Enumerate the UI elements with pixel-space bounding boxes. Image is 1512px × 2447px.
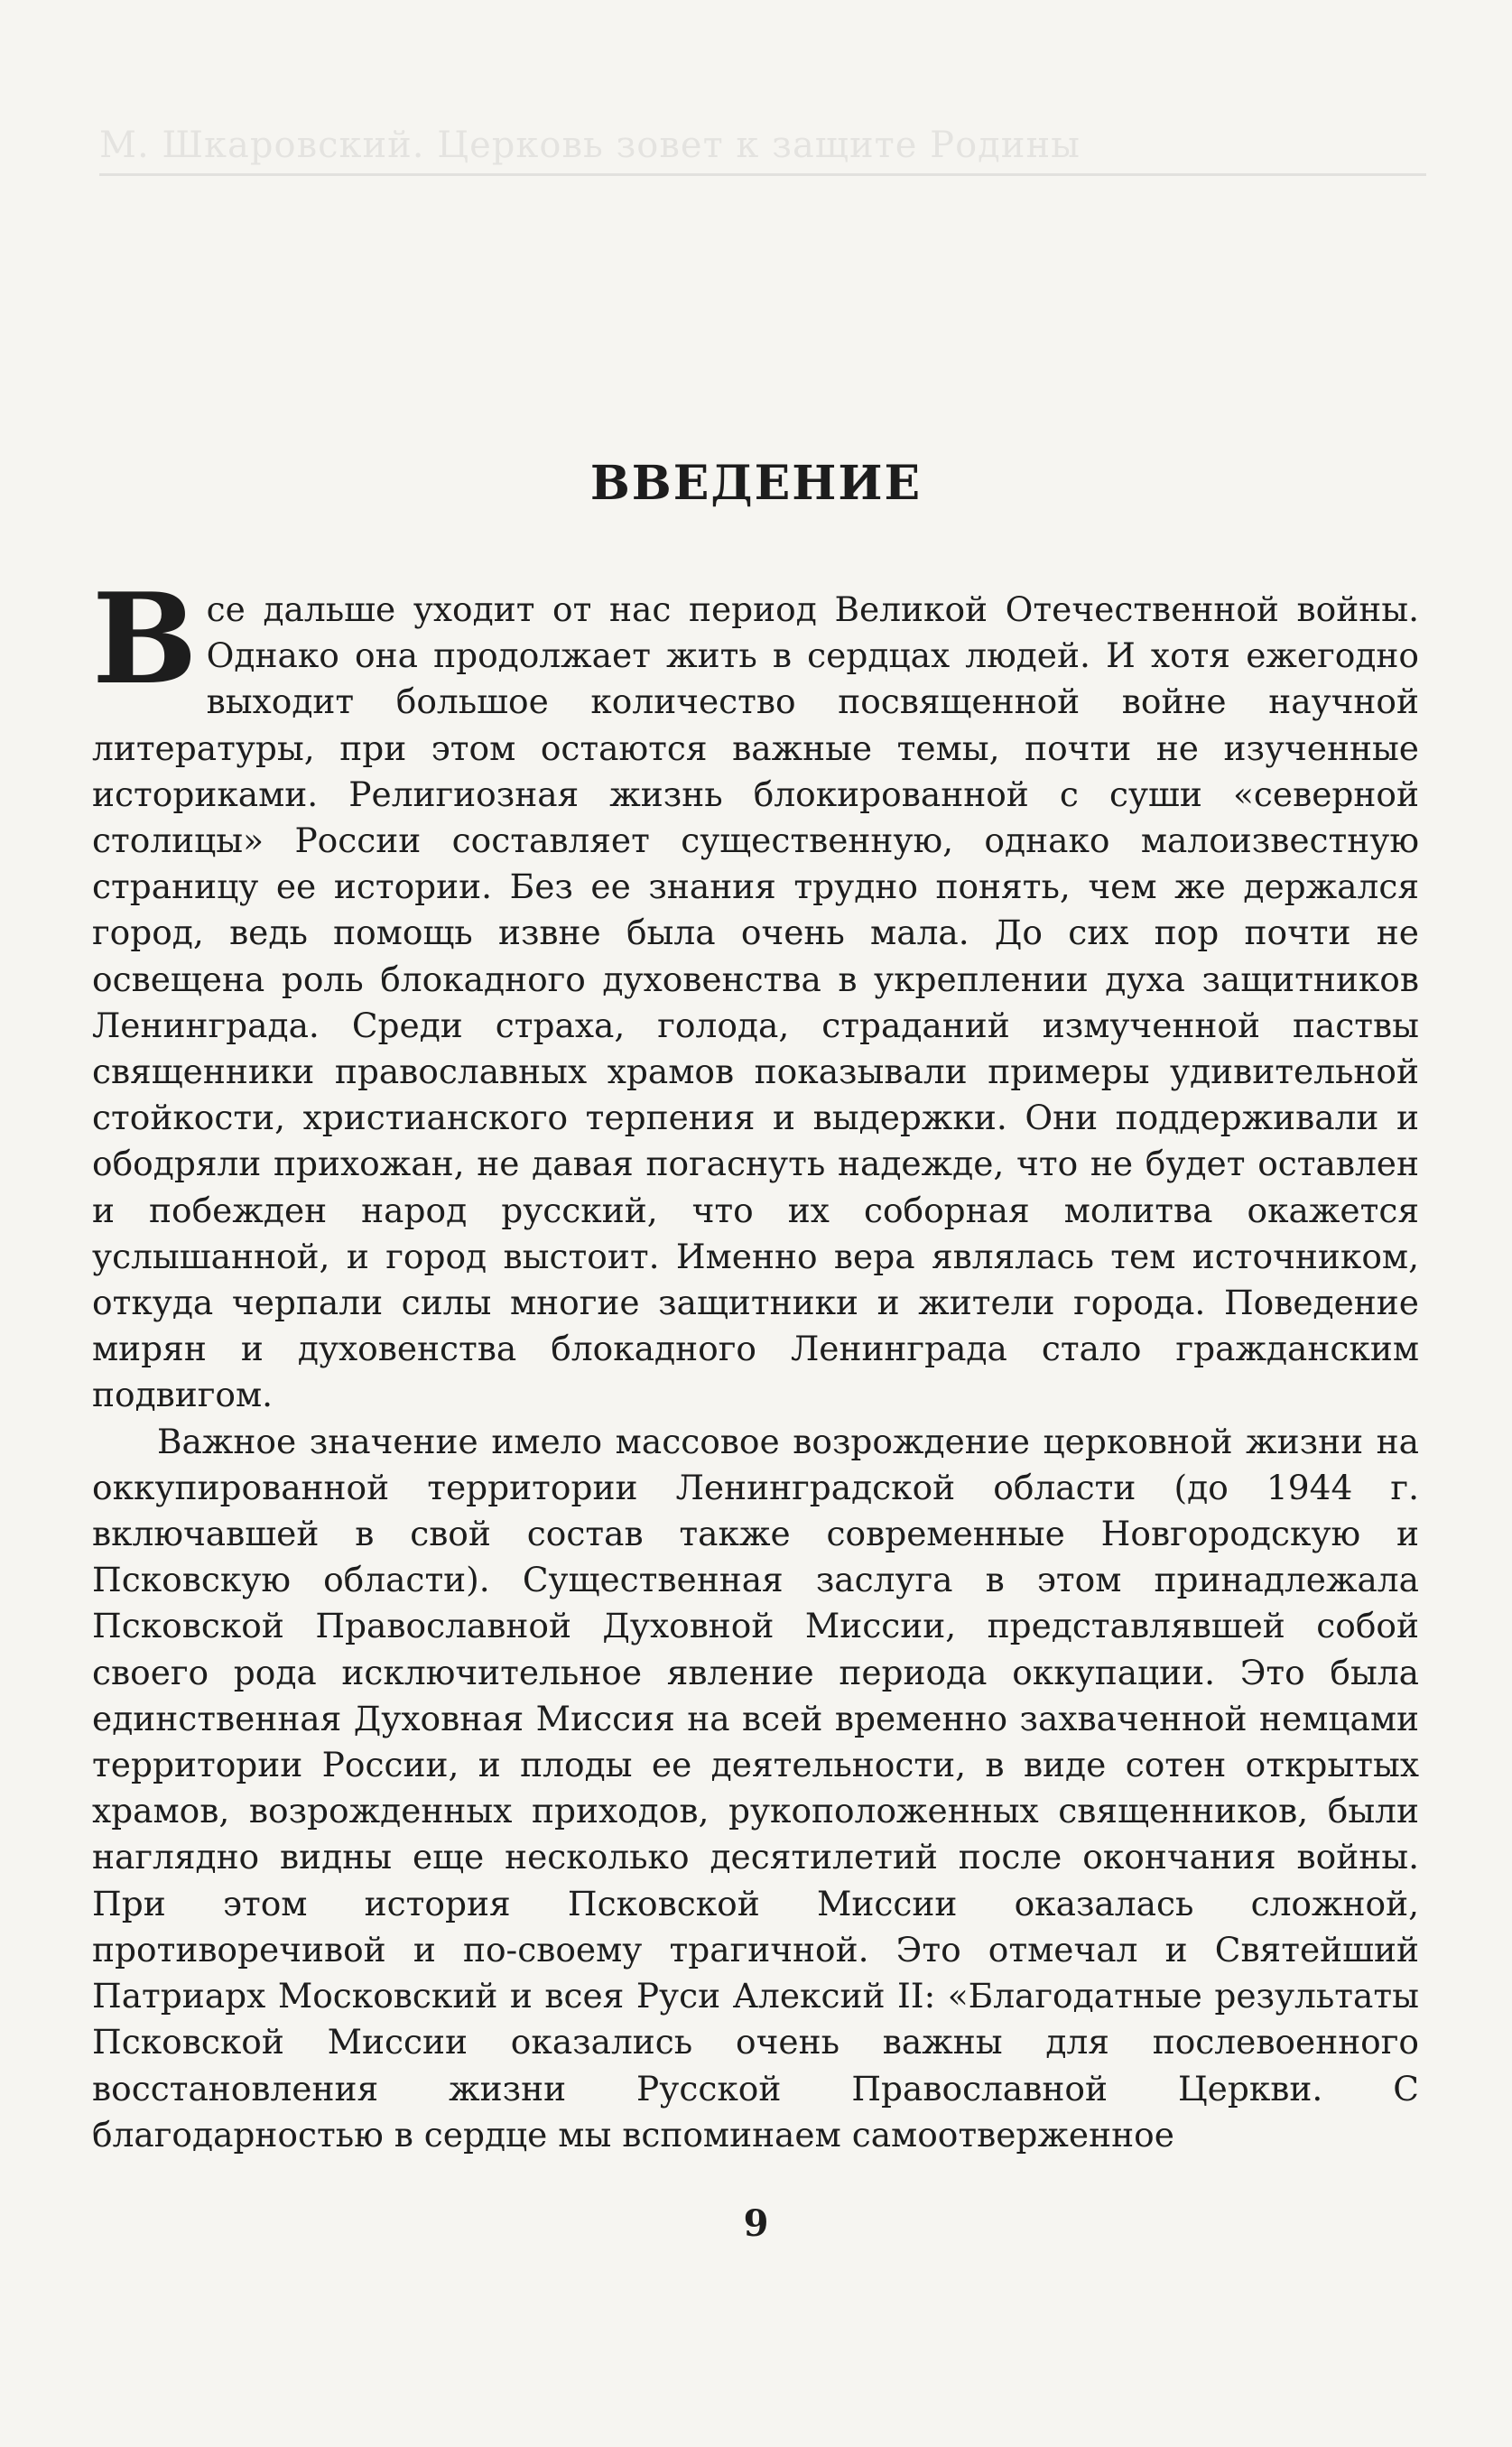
chapter-title: ВВЕДЕНИЕ <box>589 456 923 511</box>
paragraph-2: Важное значение имело массовое возрождение церковной жизни на оккупированной территории Ленинградской области (до 1944 г. включавшей в свой состав также современные Новгородскую и Псковскую области). Существенная заслуга в этом принадлежала Псковской Православной Духовной Миссии, представлявшей собой своего рода исключительное явление периода оккупации. Это была единственная Духовная Миссия на всей временно захваченной немцами территории России, и плоды ее деятельности, в виде сотен открытых храмов, возрожденных приходов, рукоположенных священников, были наглядно видны еще несколько десятилетий после окончания войны. При этом история Псковской Миссии оказалась сложной, противоречивой и по-своему трагичной. Это отмечал и Святейший Патриарх Московский и всея Руси Алексий II: «Благодатные результаты Псковской Миссии оказались очень важны для послевоенного восстановления жизни Русской Православной Церкви. С благодарностью в сердце мы вспоминаем самоотверженное <box>92 1421 1419 2155</box>
show-through-header: М. Шкаровский. Церковь зовет к защите Родины <box>99 125 1426 176</box>
paragraph-1-text: се дальше уходит от нас период Великой Отечественной войны. Однако она продолжает жить в сердцах людей. И хотя ежегодно выходит большое количество посвященной войне научной литературы, при этом остаются важные темы, почти не изученные историками. Религиозная жизнь блокированной с суши «северной столицы» России составляет существенную, однако малоизвестную страницу ее истории. Без ее знания трудно понять, чем же держался город, ведь помощь извне была очень мала. До сих пор почти не освещена роль блокадного духовенства в укреплении духа защитников Ленинграда. Среди страха, голода, страданий измученной паствы священники православных храмов показывали примеры удивительной стойкости, христианского терпения и выдержки. Они поддерживали и ободряли прихожан, не давая погаснуть надежде, что не будет оставлен и побежден народ русский, что их соборная молитва окажется услышанной, и город выстоит. Именно вера являлась тем источником, откуда черпали силы многие защитники и жители города. Поведение мирян и духовенства блокадного Ленинграда стало гражданским подвигом. <box>92 589 1419 1415</box>
page-number: 9 <box>743 2202 769 2245</box>
drop-cap: В <box>92 565 198 712</box>
paragraph-1 <box>92 565 1419 1419</box>
body-text <box>92 565 1419 2158</box>
